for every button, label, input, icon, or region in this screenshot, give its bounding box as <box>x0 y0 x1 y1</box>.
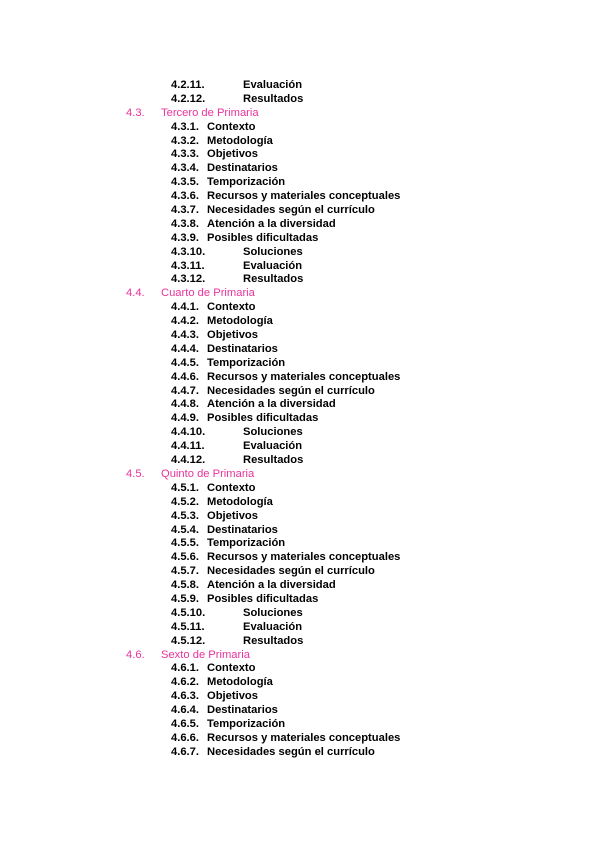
toc-entry-title: Recursos y materiales conceptuales <box>207 731 401 744</box>
toc-subsection-entry <box>0 190 600 204</box>
toc-subsection-entry <box>0 621 600 635</box>
toc-entry-title: Atención a la diversidad <box>207 217 336 230</box>
toc-subsection-entry <box>0 232 600 246</box>
toc-entry-title: Metodología <box>207 495 273 508</box>
toc-subsection-entry <box>0 176 600 190</box>
toc-section-entry <box>0 287 600 301</box>
toc-entry-number: 4.3.4. <box>171 162 199 175</box>
toc-subsection-entry <box>0 690 600 704</box>
toc-entry-number: 4.3.11. <box>171 259 205 272</box>
toc-entry-number: 4.5.1. <box>171 481 199 494</box>
toc-entry-title: Evaluación <box>243 259 303 272</box>
toc-entry-number: 4.3.2. <box>171 134 199 147</box>
toc-entry-number: 4.4.9. <box>171 412 199 425</box>
toc-subsection-entry <box>0 732 600 746</box>
toc-entry-number: 4.4.4. <box>171 342 199 355</box>
toc-entry-title: Atención a la diversidad <box>207 579 336 592</box>
toc-entry-title: Posibles dificultadas <box>207 412 319 425</box>
toc-entry-number: 4.3.12. <box>171 273 206 286</box>
toc-entry-title: Soluciones <box>243 245 303 258</box>
toc-entry-number: 4.6.6. <box>171 731 199 744</box>
toc-subsection-entry <box>0 246 600 260</box>
toc-subsection-entry <box>0 260 600 274</box>
toc-subsection-entry <box>0 440 600 454</box>
toc-subsection-entry <box>0 607 600 621</box>
toc-entry-title: Objetivos <box>207 509 258 522</box>
toc-entry-title: Soluciones <box>243 426 303 439</box>
toc-entry-title: Resultados <box>243 273 304 286</box>
toc-subsection-entry <box>0 593 600 607</box>
toc-entry-title: Objetivos <box>207 690 258 703</box>
toc-entry-number: 4.5. <box>126 467 145 480</box>
toc-entry-number: 4.5.10. <box>171 606 206 619</box>
toc-entry-title: Metodología <box>207 134 273 147</box>
toc-subsection-entry <box>0 371 600 385</box>
toc-subsection-entry <box>0 385 600 399</box>
toc-entry-title: Quinto de Primaria <box>161 467 255 480</box>
toc-subsection-entry <box>0 426 600 440</box>
toc-entry-number: 4.5.3. <box>171 509 199 522</box>
toc-subsection-entry <box>0 398 600 412</box>
toc-entry-number: 4.3.7. <box>171 204 199 217</box>
toc-entry-title: Contexto <box>207 662 256 675</box>
table-of-contents <box>0 79 600 760</box>
toc-subsection-entry <box>0 704 600 718</box>
toc-entry-title: Necesidades según el currículo <box>207 565 375 578</box>
toc-section-entry <box>0 107 600 121</box>
toc-entry-title: Contexto <box>207 481 256 494</box>
toc-subsection-entry <box>0 635 600 649</box>
toc-entry-number: 4.3.8. <box>171 217 199 230</box>
toc-entry-number: 4.4.10. <box>171 426 206 439</box>
toc-entry-number: 4.5.9. <box>171 592 199 605</box>
toc-entry-number: 4.4.1. <box>171 301 199 314</box>
toc-subsection-entry <box>0 273 600 287</box>
toc-subsection-entry <box>0 746 600 760</box>
toc-entry-number: 4.5.8. <box>171 579 199 592</box>
toc-entry-number: 4.3. <box>126 106 145 119</box>
toc-entry-number: 4.2.12. <box>171 92 206 105</box>
toc-subsection-entry <box>0 357 600 371</box>
toc-subsection-entry <box>0 93 600 107</box>
toc-entry-number: 4.4.3. <box>171 329 199 342</box>
toc-subsection-entry <box>0 718 600 732</box>
toc-entry-title: Temporización <box>207 176 286 189</box>
toc-entry-number: 4.4.12. <box>171 454 206 467</box>
toc-subsection-entry <box>0 121 600 135</box>
toc-entry-title: Sexto de Primaria <box>161 648 250 661</box>
toc-entry-number: 4.6.7. <box>171 745 199 758</box>
toc-subsection-entry <box>0 148 600 162</box>
toc-entry-title: Metodología <box>207 676 273 689</box>
toc-subsection-entry <box>0 676 600 690</box>
toc-entry-number: 4.3.5. <box>171 176 199 189</box>
toc-entry-title: Soluciones <box>243 606 303 619</box>
toc-subsection-entry <box>0 551 600 565</box>
toc-subsection-entry <box>0 524 600 538</box>
toc-entry-number: 4.3.1. <box>171 120 199 133</box>
toc-entry-title: Posibles dificultadas <box>207 231 319 244</box>
toc-entry-title: Resultados <box>243 92 304 105</box>
toc-entry-number: 4.5.5. <box>171 537 199 550</box>
toc-entry-number: 4.5.11. <box>171 620 205 633</box>
toc-entry-title: Evaluación <box>243 620 303 633</box>
toc-entry-title: Metodología <box>207 315 273 328</box>
toc-entry-number: 4.5.12. <box>171 634 206 647</box>
toc-entry-title: Tercero de Primaria <box>161 106 259 119</box>
toc-subsection-entry <box>0 496 600 510</box>
toc-subsection-entry <box>0 329 600 343</box>
toc-entry-number: 4.5.4. <box>171 523 199 536</box>
toc-entry-number: 4.4.5. <box>171 356 199 369</box>
toc-subsection-entry <box>0 565 600 579</box>
toc-entry-title: Destinatarios <box>207 342 278 355</box>
toc-entry-title: Temporización <box>207 356 286 369</box>
toc-entry-title: Destinatarios <box>207 523 278 536</box>
toc-entry-number: 4.5.2. <box>171 495 199 508</box>
toc-entry-title: Temporización <box>207 537 286 550</box>
toc-entry-number: 4.4.11. <box>171 440 205 453</box>
toc-entry-number: 4.4.6. <box>171 370 199 383</box>
toc-entry-number: 4.2.11. <box>171 79 205 91</box>
toc-subsection-entry <box>0 162 600 176</box>
toc-entry-title: Necesidades según el currículo <box>207 745 375 758</box>
toc-entry-number: 4.6.5. <box>171 717 199 730</box>
toc-subsection-entry <box>0 454 600 468</box>
toc-subsection-entry <box>0 482 600 496</box>
toc-subsection-entry <box>0 662 600 676</box>
toc-subsection-entry <box>0 537 600 551</box>
toc-entry-title: Cuarto de Primaria <box>161 287 255 300</box>
toc-entry-title: Objetivos <box>207 148 258 161</box>
toc-subsection-entry <box>0 412 600 426</box>
toc-entry-title: Posibles dificultadas <box>207 592 319 605</box>
toc-entry-title: Atención a la diversidad <box>207 398 336 411</box>
toc-subsection-entry <box>0 301 600 315</box>
toc-entry-title: Objetivos <box>207 329 258 342</box>
toc-entry-title: Destinatarios <box>207 162 278 175</box>
toc-entry-number: 4.4.2. <box>171 315 199 328</box>
toc-entry-number: 4.6.3. <box>171 690 199 703</box>
toc-subsection-entry <box>0 79 600 93</box>
toc-entry-number: 4.5.7. <box>171 565 199 578</box>
toc-entry-title: Resultados <box>243 634 304 647</box>
toc-entry-title: Evaluación <box>243 79 303 91</box>
toc-entry-title: Recursos y materiales conceptuales <box>207 190 401 203</box>
toc-subsection-entry <box>0 343 600 357</box>
toc-entry-number: 4.4.8. <box>171 398 199 411</box>
toc-entry-number: 4.4. <box>126 287 145 300</box>
toc-entry-title: Contexto <box>207 301 256 314</box>
toc-entry-title: Contexto <box>207 120 256 133</box>
toc-entry-number: 4.6.4. <box>171 704 199 717</box>
toc-entry-number: 4.6. <box>126 648 145 661</box>
toc-section-entry <box>0 468 600 482</box>
toc-entry-number: 4.6.2. <box>171 676 199 689</box>
toc-entry-title: Destinatarios <box>207 704 278 717</box>
toc-entry-number: 4.5.6. <box>171 551 199 564</box>
toc-entry-number: 4.6.1. <box>171 662 199 675</box>
toc-entry-title: Recursos y materiales conceptuales <box>207 551 401 564</box>
toc-entry-title: Necesidades según el currículo <box>207 204 375 217</box>
toc-entry-number: 4.3.10. <box>171 245 206 258</box>
toc-subsection-entry <box>0 135 600 149</box>
toc-entry-title: Recursos y materiales conceptuales <box>207 370 401 383</box>
toc-entry-title: Temporización <box>207 717 286 730</box>
toc-entry-number: 4.3.6. <box>171 190 199 203</box>
toc-section-entry <box>0 649 600 663</box>
toc-entry-title: Necesidades según el currículo <box>207 384 375 397</box>
toc-subsection-entry <box>0 204 600 218</box>
toc-entry-number: 4.3.9. <box>171 231 199 244</box>
toc-subsection-entry <box>0 218 600 232</box>
toc-entry-number: 4.4.7. <box>171 384 199 397</box>
toc-subsection-entry <box>0 510 600 524</box>
toc-entry-title: Resultados <box>243 454 304 467</box>
toc-entry-title: Evaluación <box>243 440 303 453</box>
toc-entry-number: 4.3.3. <box>171 148 199 161</box>
toc-subsection-entry <box>0 315 600 329</box>
toc-subsection-entry <box>0 579 600 593</box>
